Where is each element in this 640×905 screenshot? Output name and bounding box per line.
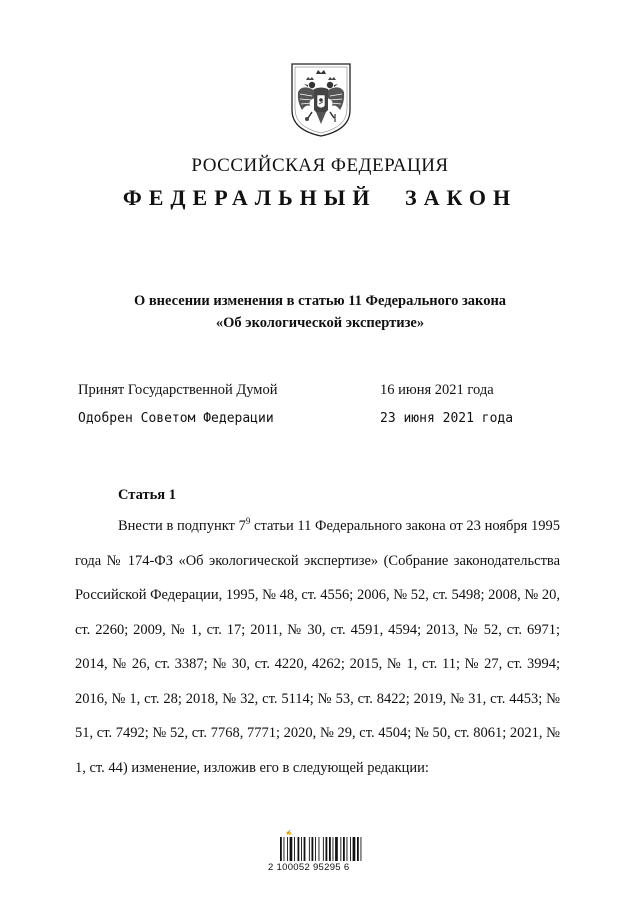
approval-council-label: Одобрен Советом Федерации xyxy=(78,411,274,426)
document-type: ФЕДЕРАЛЬНЫЙ ЗАКОН xyxy=(122,185,518,210)
article-body xyxy=(75,509,560,785)
article-heading: Статья 1 xyxy=(118,487,176,503)
svg-text:✍: ✍ xyxy=(286,831,293,836)
law-title xyxy=(0,290,640,334)
country-name: РОССИЙСКАЯ ФЕДЕРАЦИЯ xyxy=(191,155,449,176)
article-superscript: 9 xyxy=(245,516,251,527)
article-text-rest: статьи 11 Федерального закона от 23 ноября 1995 года № 174-ФЗ «Об экологической экспертизе» (Собрание законодательства Российской Федерации, 1995, № 48, ст. 4556; 2006, № 52, ст. 5498; 2008, № 20, ст. 2260; 2009, № 1, ст. 17; 2011, № 30, ст. 4591, 4594; 2013, № 52, ст. 6971; 2014, № 26, ст. 3387; № 30, ст. 4220, 4262; 2015, № 1, ст. 11; № 27, ст. 3994; 2016, № 1, ст. 28; 2018, № 32, ст. 5114; № 53, ст. 8422; 2019, № 31, ст. 4453; № 51, ст. 7492; № 52, ст. 7768, 7771; 2020, № 29, ст. 4504; № 50, ст. 8061; 2021, № 1, ст. 44) изменение, изложив его в следующей редакции: xyxy=(75,518,560,776)
coat-of-arms-icon xyxy=(288,62,354,138)
law-title-line-1: О внесении изменения в статью 11 Федерального закона xyxy=(133,293,507,309)
article-text-start: Внести в подпункт 7 xyxy=(118,518,246,534)
approval-council-date: 23 июня 2021 года xyxy=(380,411,514,426)
barcode-number: 2 100052 95295 6 xyxy=(268,862,350,873)
law-title-line-2: «Об экологической экспертизе» xyxy=(215,315,425,331)
approval-duma-date: 16 июня 2021 года xyxy=(380,382,494,398)
approval-duma-label: Принят Государственной Думой xyxy=(78,382,278,398)
